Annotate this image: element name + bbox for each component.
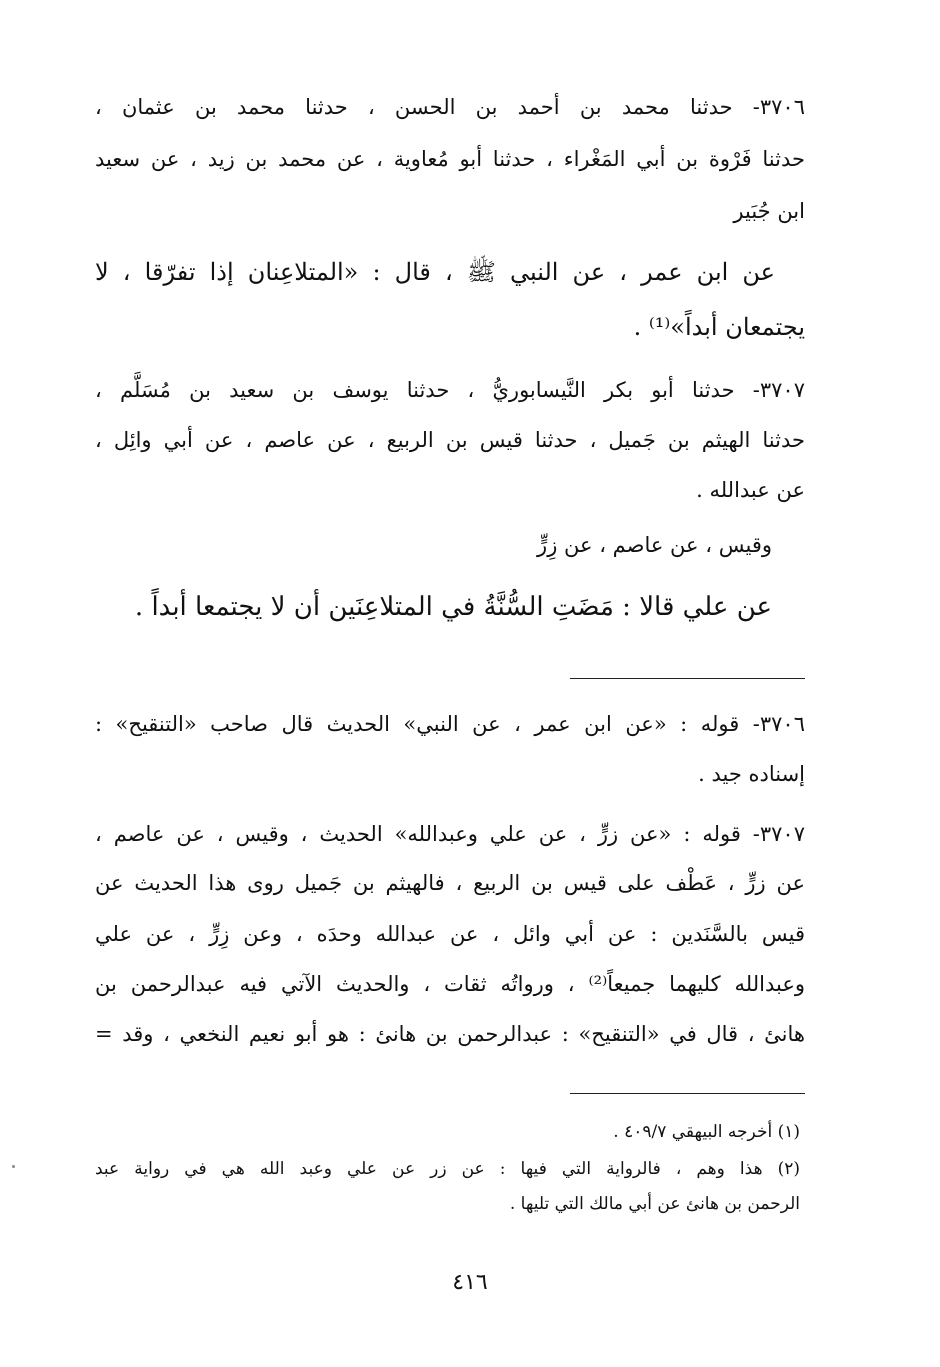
commentary-3707-line-3: قيس بالسَّنَدين : عن أبي وائل ، عن عبدالله وحدَه ، وعن زِرٍّ ، عن علي <box>95 922 805 946</box>
commentary-3706-line-1: ٣٧٠٦- قوله : «عن ابن عمر ، عن النبي» الحديث قال صاحب «التنقيح» : <box>95 712 805 736</box>
footnote-2-line-2: الرحمن بن هانئ عن أبي مالك التي تليها . <box>509 1194 800 1214</box>
hadith-3707-matn: عن علي قالا : مَضَتِ السُّنَّةُ في المتلاعِنَين أن لا يجتمعا أبداً . <box>134 592 772 622</box>
hadith-3706-matn-line-2: يجتمعان أبداً»⁽¹⁾ . <box>633 313 805 341</box>
hadith-3706-isnad-line-3: ابن جُبَير <box>733 199 805 223</box>
commentary-3707-line-5: هانئ ، قال في «التنقيح» : عبدالرحمن بن هانئ : هو أبو نعيم النخعي ، وقد = <box>95 1022 805 1046</box>
commentary-3707-line-4: وعبدالله كليهما جميعاً⁽²⁾ ، ورواتُه ثقات ، والحديث الآتي فيه عبدالرحمن بن <box>95 972 805 996</box>
footnote-2-line-1: (٢) هذا وهم ، فالرواية التي فيها : عن زر عن علي وعبد الله هي في رواية عبد <box>95 1159 800 1179</box>
hadith-3707-isnad-line-4: وقيس ، عن عاصم ، عن زِرٍّ <box>537 533 772 557</box>
commentary-3706-line-2: إسناده جيد . <box>698 762 805 786</box>
page-number: ٤١٦ <box>452 1270 488 1295</box>
hadith-3706-isnad-line-1: ٣٧٠٦- حدثنا محمد بن أحمد بن الحسن ، حدثنا محمد بن عثمان ، <box>95 95 805 119</box>
hadith-3707-isnad-line-3: عن عبدالله . <box>696 478 805 502</box>
hadith-3707-isnad-line-1: ٣٧٠٧- حدثنا أبو بكر النَّيسابوريُّ ، حدثنا يوسف بن سعيد بن مُسَلَّم ، <box>95 378 805 402</box>
hadith-3706-isnad-line-2: حدثنا فَرْوة بن أبي المَغْراء ، حدثنا أبو مُعاوية ، عن محمد بن زيد ، عن سعيد <box>95 147 805 171</box>
separator-rule <box>570 678 805 679</box>
hadith-3707-isnad-line-2: حدثنا الهيثم بن جَميل ، حدثنا قيس بن الربيع ، عن عاصم ، عن أبي وائِل ، <box>95 428 805 452</box>
commentary-3707-line-2: عن زرٍّ ، عَطْف على قيس بن الربيع ، فالهيثم بن جَميل روى هذا الحديث عن <box>95 871 805 895</box>
commentary-3707-line-1: ٣٧٠٧- قوله : «عن زرٍّ ، عن علي وعبدالله» الحديث ، وقيس ، عن عاصم ، <box>95 822 805 846</box>
hadith-3706-matn-line-1: عن ابن عمر ، عن النبي ﷺ ، قال : «المتلاعِنان إذا تفرّقا ، لا <box>95 258 775 286</box>
footnote-1: (١) أخرجه البيهقي ٤٠٩/٧ . <box>613 1122 800 1142</box>
scan-speck <box>12 1165 15 1168</box>
footnote-separator-rule <box>570 1093 805 1094</box>
